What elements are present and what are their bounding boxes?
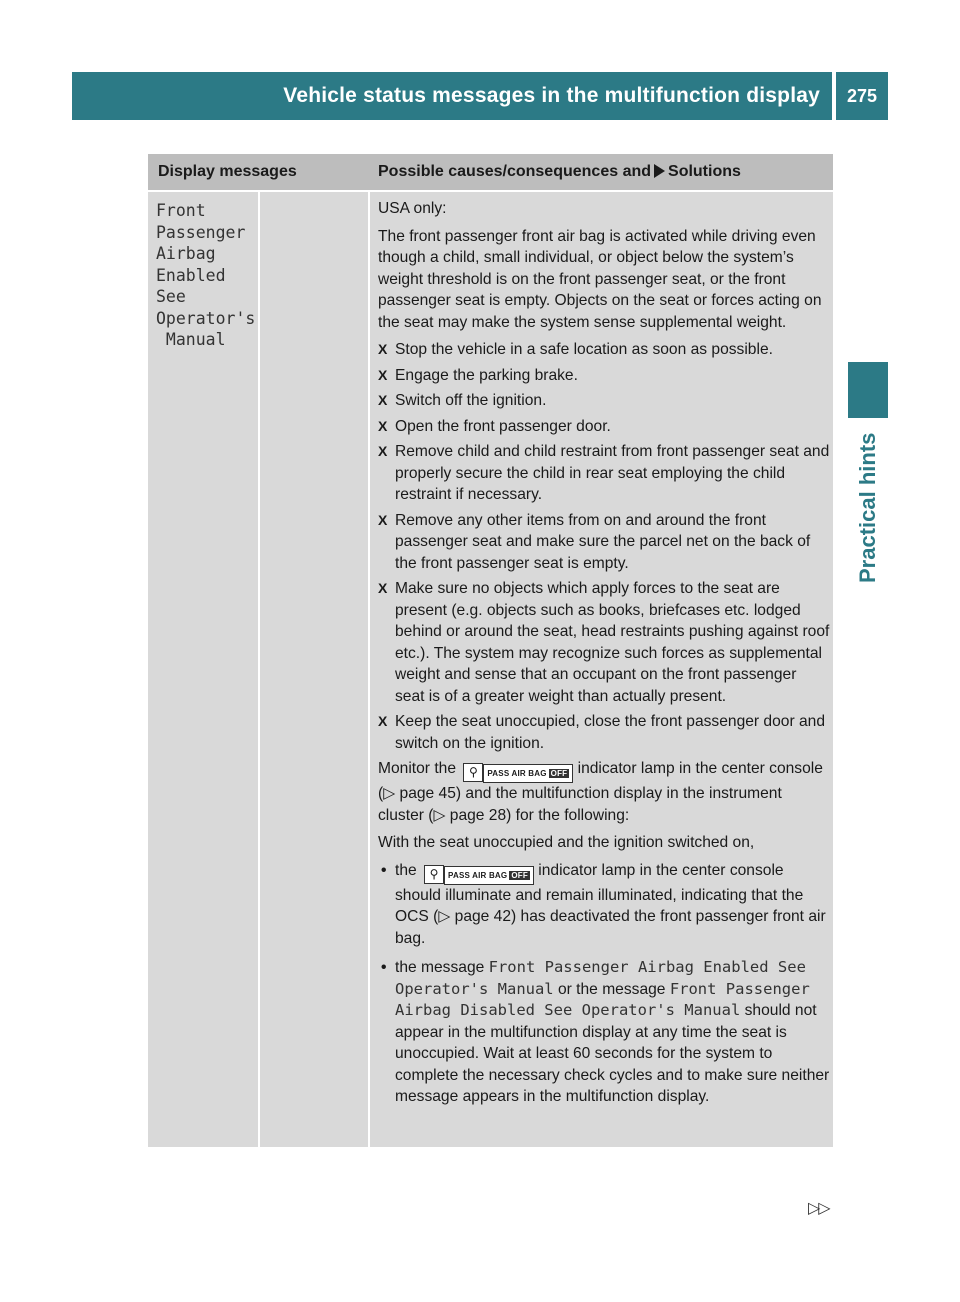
step-item xyxy=(378,441,830,506)
bullet-icon: • xyxy=(381,861,387,879)
solutions-cell xyxy=(370,192,833,1147)
bullet-item xyxy=(378,860,830,950)
step-text: Open the front passenger door. xyxy=(395,417,611,435)
bullet-icon: • xyxy=(381,959,387,976)
step-x-icon: X xyxy=(378,443,388,459)
step-x-icon: X xyxy=(378,511,388,528)
usa-only-note: USA only: xyxy=(378,200,447,217)
page-number: 275 xyxy=(836,72,888,120)
message-line: See xyxy=(156,287,186,306)
bullet-item xyxy=(378,957,830,1108)
message-line: Operator's xyxy=(156,308,256,328)
message-table xyxy=(148,154,833,1147)
step-x-icon: X xyxy=(378,366,388,383)
bullet2-c: should not appear in the multifunction display at any time the seat is unoccupied. Wait at least 60 seconds for the system to complete the necessary check cycles and to make sure neither message appears in the multifunction display. xyxy=(395,1002,830,1105)
monitor-pre: Monitor the xyxy=(378,760,457,777)
child-seat-icon: ⚲ xyxy=(463,763,483,782)
display-message-inline: Front Passenger Airbag Disabled See Operator's Manual xyxy=(395,979,810,1019)
step-text: Engage the parking brake. xyxy=(395,366,578,384)
bullet1-pre: the xyxy=(395,861,417,879)
step-text: Switch off the ignition. xyxy=(395,392,547,409)
display-message-inline: Front Passenger Airbag Enabled See Operator's Manual xyxy=(395,958,806,998)
step-item xyxy=(378,578,830,707)
step-item xyxy=(378,416,830,438)
col-solutions-label: Solutions xyxy=(668,163,741,180)
step-text: Stop the vehicle in a safe location as soon as possible. xyxy=(395,341,773,358)
triangle-arrow-icon xyxy=(654,164,665,178)
lamp-label: PASS AIR BAG xyxy=(487,769,547,778)
step-text: Remove child and child restraint from front passenger seat and properly secure the child in rear seat employing the child restraint if necessary. xyxy=(395,443,830,503)
col-causes-label: Possible causes/consequences and xyxy=(378,163,652,180)
lamp-off-label: OFF xyxy=(550,769,568,778)
message-line: Front xyxy=(156,201,206,220)
table-header xyxy=(148,154,833,190)
intro-paragraph: The front passenger front air bag is activated while driving even though a child, small individual, or object below the system’s weight threshold is on the front passenger seat, or the front passenger seat is empty. Objects on the seat or forces acting on the seat may make the system sense supplemental weight. xyxy=(378,227,822,331)
step-x-icon: X xyxy=(378,392,388,408)
step-x-icon: X xyxy=(378,341,388,357)
pass-air-bag-off-icon xyxy=(483,764,573,783)
empty-cell xyxy=(260,192,368,1147)
step-x-icon: X xyxy=(378,580,388,596)
step-item xyxy=(378,510,830,575)
monitor-post: indicator lamp in the center console (▷ page 45) and the multifunction display in the instrument cluster (▷ page 28) for the following: xyxy=(378,760,823,824)
solutions-content xyxy=(378,198,830,1116)
step-item xyxy=(378,711,830,754)
lamp-off-label: OFF xyxy=(511,870,528,880)
message-line: Passenger xyxy=(156,222,246,242)
step-text: Keep the seat unoccupied, close the front passenger door and switch on the ignition. xyxy=(395,713,825,752)
display-message-cell xyxy=(148,192,258,1147)
monitor-paragraph xyxy=(378,758,830,826)
col-causes-solutions xyxy=(378,154,741,190)
bullet1-post: indicator lamp in the center console should illuminate and remain illuminated, indicating that the OCS (▷ page 42) has deactivated the front passenger front air bag. xyxy=(395,861,826,947)
with-seat-paragraph: With the seat unoccupied and the ignition switched on, xyxy=(378,834,755,851)
col-display-messages: Display messages xyxy=(158,163,297,180)
continue-icon: ▷▷ xyxy=(808,1200,829,1217)
side-tab-label: Practical hints xyxy=(855,432,880,584)
message-line: Enabled xyxy=(156,265,226,285)
bullet2-a: the message xyxy=(395,959,485,976)
lamp-label: PASS AIR BAG xyxy=(448,870,508,880)
step-x-icon: X xyxy=(378,417,388,434)
message-line: Airbag xyxy=(156,244,216,263)
child-seat-icon: ⚲ xyxy=(424,865,444,884)
display-message-text xyxy=(156,200,255,351)
step-item xyxy=(378,390,830,412)
page-title: Vehicle status messages in the multifunction display xyxy=(283,84,820,107)
pass-air-bag-off-icon xyxy=(444,866,534,885)
step-text: Make sure no objects which apply forces to the seat are present (e.g. objects such as books, briefcases etc. lodged behind or around the seat, head restraints pushing against roof etc.). The system may recognize such forces as supplemental weight and sense that an occupant on the front passenger seat is of a greater weight than actually present. xyxy=(395,580,830,705)
message-line: Manual xyxy=(156,330,226,349)
step-item xyxy=(378,339,830,361)
step-item xyxy=(378,365,830,387)
bullet2-b: or the message xyxy=(557,980,666,998)
side-tab-marker xyxy=(848,362,888,418)
step-x-icon: X xyxy=(378,713,388,729)
step-text: Remove any other items from on and around the front passenger seat and make sure the parcel net on the back of the front passenger seat is empty. xyxy=(395,511,811,572)
